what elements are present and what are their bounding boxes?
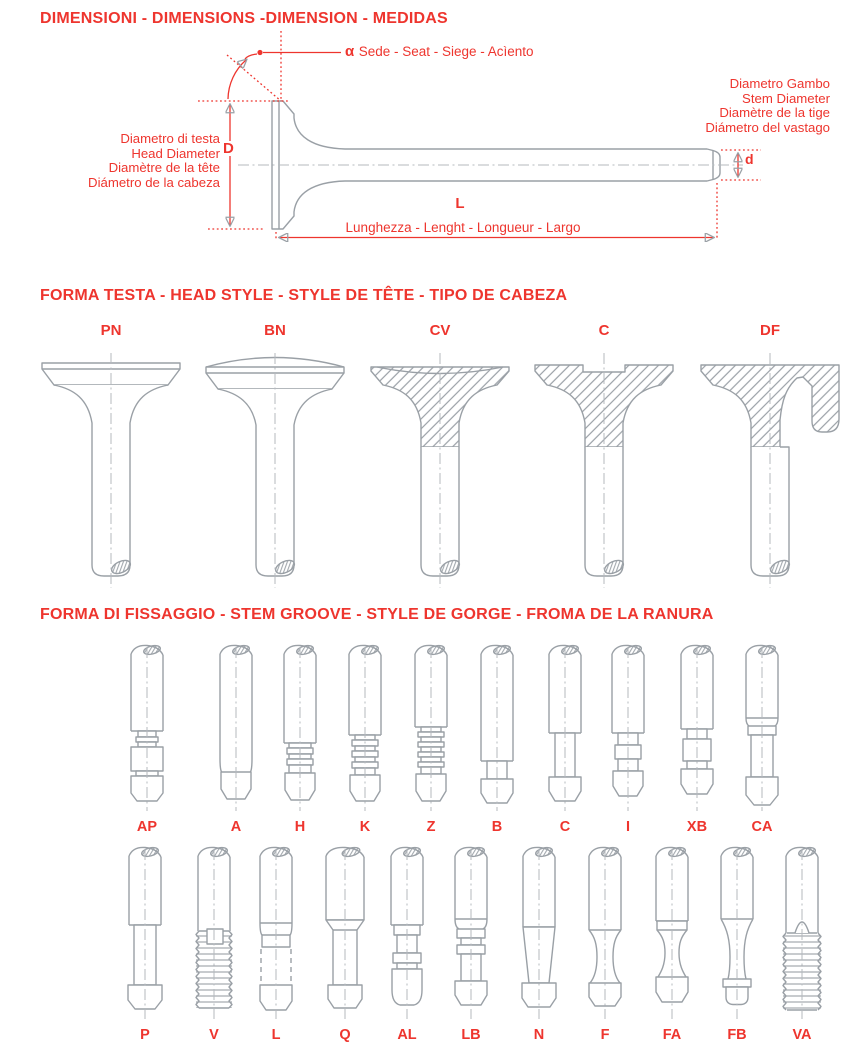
stem-groove-figure-a <box>204 643 268 835</box>
head-style-label-bn: BN <box>264 322 286 339</box>
stem-groove-figure-b <box>465 643 529 835</box>
stem-groove-label-al: AL <box>397 1027 417 1043</box>
dimensions-section-title: DIMENSIONI - DIMENSIONS -DIMENSION - MEDIDAS <box>40 10 448 27</box>
alpha-symbol: α <box>345 43 355 60</box>
stem-groove-label-c: C <box>559 819 571 835</box>
length-label: Lunghezza - Lenght - Longueur - Largo <box>345 220 581 235</box>
dim-letter-D: D <box>223 140 234 157</box>
stem-groove-figure-al <box>375 845 439 1043</box>
stem-groove-drawing-z <box>399 643 463 815</box>
stem-groove-figure-i <box>596 643 660 835</box>
head-diameter-line-it: Diametro di testa <box>120 131 220 146</box>
seat-angle-dot <box>257 50 262 55</box>
head-diameter-line-fr: Diamètre de la tête <box>108 160 220 176</box>
stem-groove-drawing-p <box>113 845 177 1023</box>
stem-groove-label-z: Z <box>426 819 436 835</box>
stem-groove-label-xb: XB <box>686 819 708 835</box>
head-style-figure-pn <box>26 322 196 595</box>
stem-groove-label-fa: FA <box>662 1027 682 1043</box>
stem-groove-label-lb: LB <box>461 1027 481 1043</box>
stem-groove-figure-v <box>182 845 246 1043</box>
head-style-figure-bn <box>190 322 360 595</box>
stem-groove-label-fb: FB <box>727 1027 747 1043</box>
stem-groove-drawing-lb <box>439 845 503 1023</box>
stem-groove-label-k: K <box>359 819 371 835</box>
stem-groove-figure-n <box>507 845 571 1043</box>
head-style-label-pn: PN <box>100 322 122 339</box>
stem-groove-drawing-i <box>596 643 660 815</box>
stem-groove-drawing-fa <box>640 845 704 1023</box>
stem-groove-label-a: A <box>230 819 242 835</box>
stem-groove-label-va: VA <box>792 1027 812 1043</box>
stem-diameter-label-block <box>560 77 830 135</box>
stem-groove-drawing-q <box>313 845 377 1023</box>
head-diameter-line-es: Diámetro de la cabeza <box>88 174 220 190</box>
valve-head-drawing-bn <box>190 345 360 595</box>
stem-groove-drawing-k <box>333 643 397 815</box>
stem-groove-label-q: Q <box>339 1027 351 1043</box>
stem-groove-figure-fb <box>705 845 769 1043</box>
valve-head-drawing-pn <box>26 345 196 595</box>
head-diameter-label-block <box>20 132 220 190</box>
dim-letter-L: L <box>455 195 465 212</box>
stem-groove-drawing-ap <box>115 643 179 815</box>
stem-groove-section-title: FORMA DI FISSAGGIO - STEM GROOVE - STYLE DE GORGE - FROMA DE LA RANURA <box>40 606 714 623</box>
stem-diameter-line-it: Diametro Gambo <box>729 76 830 91</box>
stem-groove-drawing-va <box>770 845 834 1023</box>
stem-groove-figure-fa <box>640 845 704 1043</box>
stem-groove-label-i: I <box>625 819 631 835</box>
stem-groove-figure-k <box>333 643 397 835</box>
head-style-figure-cv <box>355 322 525 595</box>
stem-groove-drawing-n <box>507 845 571 1023</box>
stem-groove-drawing-xb <box>665 643 729 815</box>
stem-groove-drawing-h <box>268 643 332 815</box>
head-style-figure-df <box>685 322 855 595</box>
head-style-section-title: FORMA TESTA - HEAD STYLE - STYLE DE TÊTE - TIPO DE CABEZA <box>40 287 568 304</box>
stem-groove-label-b: B <box>491 819 503 835</box>
stem-groove-drawing-b <box>465 643 529 815</box>
stem-groove-figure-l <box>244 845 308 1043</box>
valve-head-drawing-c <box>519 345 689 595</box>
stem-groove-figure-ca <box>730 643 794 835</box>
head-style-label-cv: CV <box>429 322 451 339</box>
stem-diameter-line-en: Stem Diameter <box>742 90 830 106</box>
dimensions-diagram <box>0 25 860 275</box>
valve-head-drawing-cv <box>355 345 525 595</box>
stem-groove-figure-p <box>113 845 177 1043</box>
stem-groove-drawing-fb <box>705 845 769 1023</box>
head-style-label-df: DF <box>760 322 780 339</box>
stem-groove-figure-xb <box>665 643 729 835</box>
stem-diameter-line-fr: Diamètre de la tige <box>719 105 830 121</box>
stem-groove-drawing-v <box>182 845 246 1023</box>
dim-letter-d: d <box>745 151 754 167</box>
stem-groove-figure-c <box>533 643 597 835</box>
stem-groove-drawing-al <box>375 845 439 1023</box>
stem-groove-drawing-a <box>204 643 268 815</box>
stem-groove-label-h: H <box>294 819 306 835</box>
valve-head-drawing-df <box>685 345 855 595</box>
stem-groove-label-f: F <box>600 1027 610 1043</box>
stem-groove-label-p: P <box>140 1027 150 1043</box>
head-style-figure-c <box>519 322 689 595</box>
head-diameter-line-en: Head Diameter <box>131 145 220 161</box>
stem-groove-figure-f <box>573 845 637 1043</box>
stem-groove-drawing-f <box>573 845 637 1023</box>
seat-label: Sede - Seat - Siege - Acìento <box>358 44 534 59</box>
stem-groove-label-l: L <box>271 1027 281 1043</box>
stem-groove-figure-z <box>399 643 463 835</box>
stem-groove-figure-lb <box>439 845 503 1043</box>
stem-diameter-line-es: Diámetro del vastago <box>705 119 830 135</box>
stem-groove-figure-h <box>268 643 332 835</box>
stem-groove-drawing-l <box>244 845 308 1023</box>
stem-groove-label-v: V <box>209 1027 219 1043</box>
head-style-label-c: C <box>598 322 610 339</box>
stem-groove-figure-q <box>313 845 377 1043</box>
stem-groove-drawing-ca <box>730 643 794 815</box>
seat-angle-arc <box>228 60 246 99</box>
stem-groove-drawing-c <box>533 643 597 815</box>
stem-groove-figure-va <box>770 845 834 1043</box>
stem-groove-label-ca: CA <box>751 819 773 835</box>
stem-groove-label-ap: AP <box>136 819 158 835</box>
seat-label-group <box>345 43 534 61</box>
stem-groove-figure-ap <box>115 643 179 835</box>
stem-groove-label-n: N <box>533 1027 545 1043</box>
